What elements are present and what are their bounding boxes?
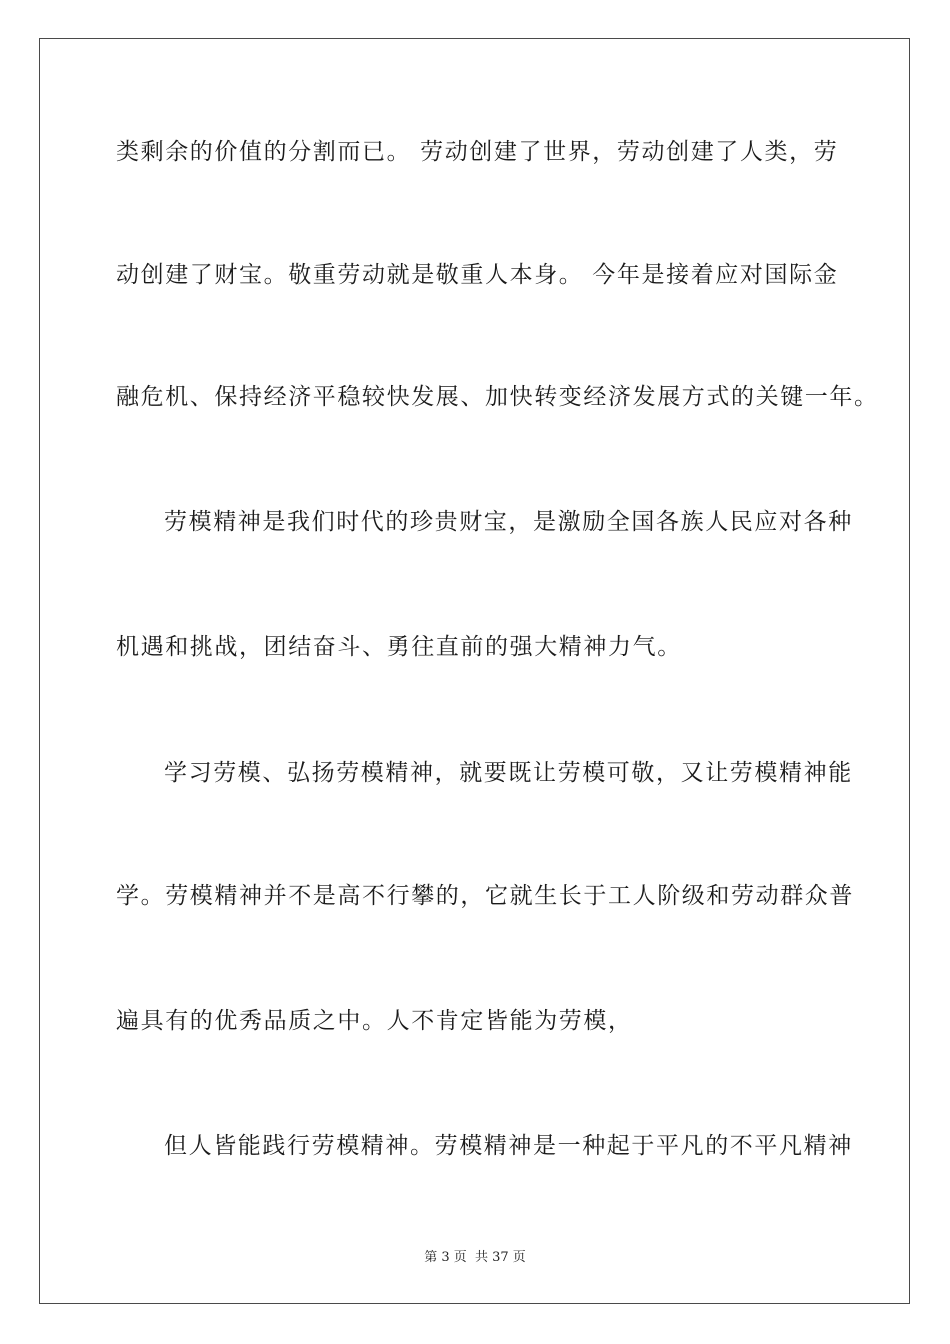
text-line: 融危机、保持经济平稳较快发展、加快转变经济发展方式的关键一年。 bbox=[116, 384, 879, 410]
page-border bbox=[39, 38, 910, 1304]
text-line: 遍具有的优秀品质之中。人不肯定皆能为劳模， bbox=[116, 1008, 633, 1034]
paragraph-first-line: 劳模精神是我们时代的珍贵财宝，是激励全国各族人民应对各种 bbox=[164, 509, 853, 535]
text-line: 机遇和挑战，团结奋斗、勇往直前的强大精神力气。 bbox=[116, 634, 682, 660]
text-line: 动创建了财宝。敬重劳动就是敬重人本身。 今年是接着应对国际金 bbox=[116, 262, 839, 288]
text-line: 学。劳模精神并不是高不行攀的，它就生长于工人阶级和劳动群众普 bbox=[116, 883, 854, 909]
page-total: 共 37 页 bbox=[474, 1250, 526, 1265]
page-footer bbox=[0, 1246, 950, 1265]
paragraph-first-line: 但人皆能践行劳模精神。劳模精神是一种起于平凡的不平凡精神 bbox=[164, 1133, 853, 1159]
text-line: 类剩余的价值的分割而已。 劳动创建了世界，劳动创建了人类，劳 bbox=[116, 139, 839, 165]
paragraph-first-line: 学习劳模、弘扬劳模精神，就要既让劳模可敬，又让劳模精神能 bbox=[164, 760, 853, 786]
page-number: 第 3 页 bbox=[424, 1250, 467, 1265]
